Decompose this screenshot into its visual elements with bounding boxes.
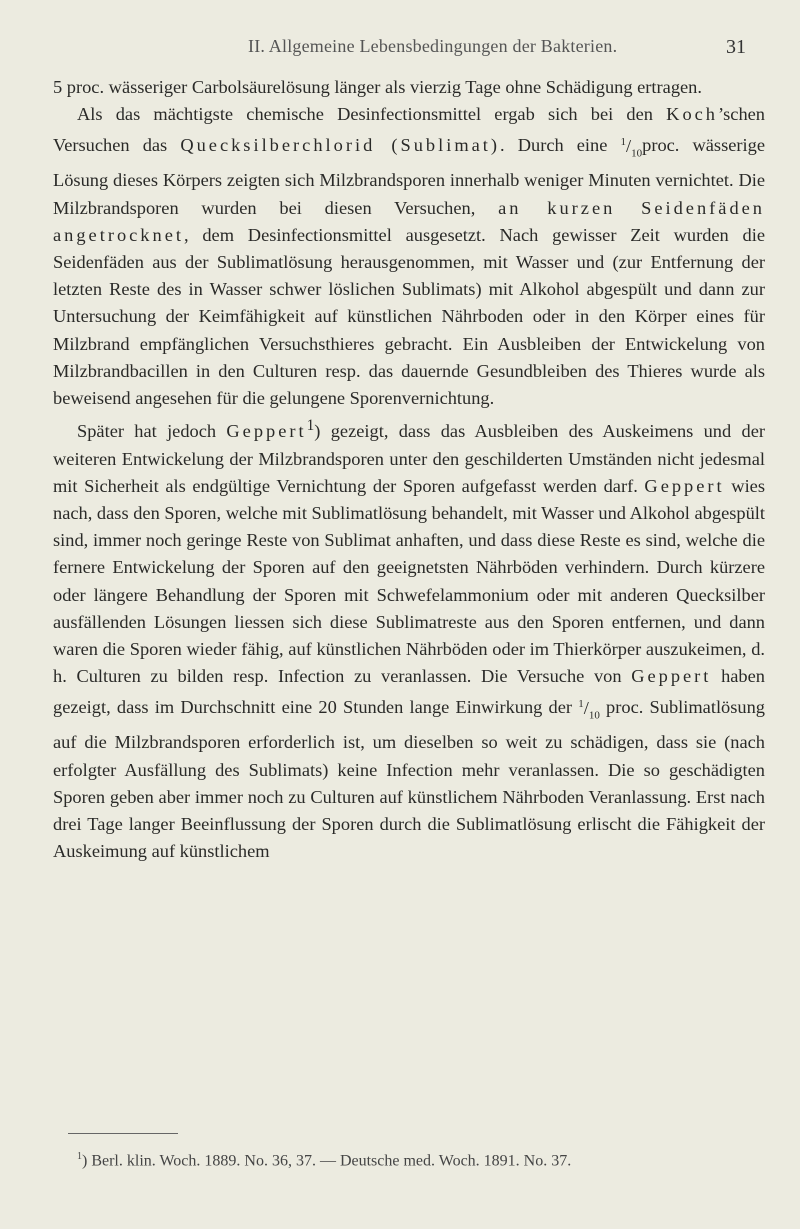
footnote-marker: 1 xyxy=(77,1151,82,1162)
author-geppert: Geppert xyxy=(226,421,307,442)
term-sublimat: Quecksilberchlorid (Sublimat) xyxy=(180,135,501,156)
author-koch: Koch xyxy=(666,104,719,125)
text-run: Als das mächtigste chemische Desinfectionsmittel ergab sich bei den xyxy=(77,104,667,125)
text-run: . Durch eine xyxy=(500,135,621,156)
author-geppert: Geppert xyxy=(631,666,712,687)
fraction-one-tenth: $^1/_{10}$ xyxy=(578,697,600,722)
text-run: Später hat jedoch xyxy=(77,421,227,442)
fraction-one-tenth: $^1/_{10}$ xyxy=(620,135,643,160)
footnote-ref: 1 xyxy=(306,417,315,435)
page-number: 31 xyxy=(726,36,746,58)
text-run: ) gezeigt, dass das Ausbleiben des Auskeimens und der weiteren Entwickelung der Milzbrandsporen unter den geschilderten Umständen nicht jedesmal mit Sicherheit als endgültige Vernichtung der Sporen aufgefasst werden darf. xyxy=(53,421,765,496)
text-run: proc. wässerige Lösung dieses Körpers zeigten sich Milzbrandsporen innerhalb weniger Minuten vernichtet. Die Milzbrandsporen wurden bei diesen Versuchen, xyxy=(53,135,766,218)
footnote xyxy=(53,1146,765,1172)
text-run: wies nach, dass den Sporen, welche mit Sublimatlösung behandelt, mit Wasser und Alkohol abgespült sind, immer noch geringe Reste von Sublimat anhaften, und dass diese Reste es sind, welche die fernere Entwickelung der Sporen auf den geeignetsten Nährböden verhindern. Durch kürzere oder längere Behandlung der Sporen mit Schwefelammonium oder mit anderen Quecksilber ausfällenden Lösungen liessen sich diese Sublimatreste aus den Sporen entfernen, und dann waren die Sporen wieder fähig, auf künstlichen Nährböden oder im Thierkörper auszukeimen, d. h. Culturen zu bilden resp. Infection zu veranlassen. Die Versuche von xyxy=(53,475,765,687)
footnote-text: ) Berl. klin. Woch. 1889. No. 36, 37. — Deutsche med. Woch. 1891. No. 37. xyxy=(82,1152,572,1170)
fraction-numerator: 1 xyxy=(578,697,584,710)
fraction-denominator: 10 xyxy=(588,709,600,722)
paragraph-1 xyxy=(53,74,765,101)
text-run: proc. Sublimatlösung auf die Milzbrandsporen erforderlich ist, um dieselben so weit zu schädigen, dass sie (nach erfolgter Ausfällung des Sublimats) keine Infection mehr veranlassen. Die so geschädigten Sporen geben aber immer noch zu Culturen auf künstlichem Nährboden Veranlassung. Erst nach drei Tage langer Beeinflussung der Sporen durch die Sublimatlösung erlischt die Fähigkeit der Auskeimung auf künstlichem xyxy=(53,697,765,862)
author-geppert: Geppert xyxy=(644,475,725,496)
apostrophe: ’ xyxy=(718,104,724,125)
paragraph-2 xyxy=(53,101,765,412)
running-head xyxy=(248,36,746,62)
fraction-denominator: 10 xyxy=(631,147,643,160)
term-seidenfaeden: an kurzen Seidenfäden angetrocknet xyxy=(53,197,765,245)
chapter-title: II. Allgemeine Lebensbedingungen der Bakterien. xyxy=(248,36,618,56)
paragraph-3 xyxy=(53,412,765,865)
text-run: , dem Desinfectionsmittel ausgesetzt. Nach gewisser Zeit wurden die Seidenfäden aus der Sublimatlösung herausgenommen, mit Wasser und (zur Entfernung der letzten Reste des in Wasser schwer löslichen Sublimats) mit Alkohol abgespült und dann zur Untersuchung der Keimfähigkeit auf künstlichen Nährboden oder in den Körper eines für Milzbrand empfänglichen Versuchsthieres gebracht. Ein Ausbleiben der Entwickelung von Milzbrandbacillen in den Culturen resp. das dauernde Gesundbleiben des Thieres wurde als beweisend angesehen für die gelungene Sporenvernichtung. xyxy=(53,224,765,409)
paragraph-1-text: 5 proc. wässeriger Carbolsäurelösung länger als vierzig Tage ohne Schädigung ertragen. xyxy=(53,77,702,97)
fraction-numerator: 1 xyxy=(620,135,626,148)
footnote-divider xyxy=(68,1133,178,1134)
body-text xyxy=(53,74,765,865)
text-run: schen Versuchen das xyxy=(53,104,765,156)
text-run: haben gezeigt, dass im Durchschnitt eine 20 Stunden lange Einwirkung der xyxy=(53,666,765,718)
